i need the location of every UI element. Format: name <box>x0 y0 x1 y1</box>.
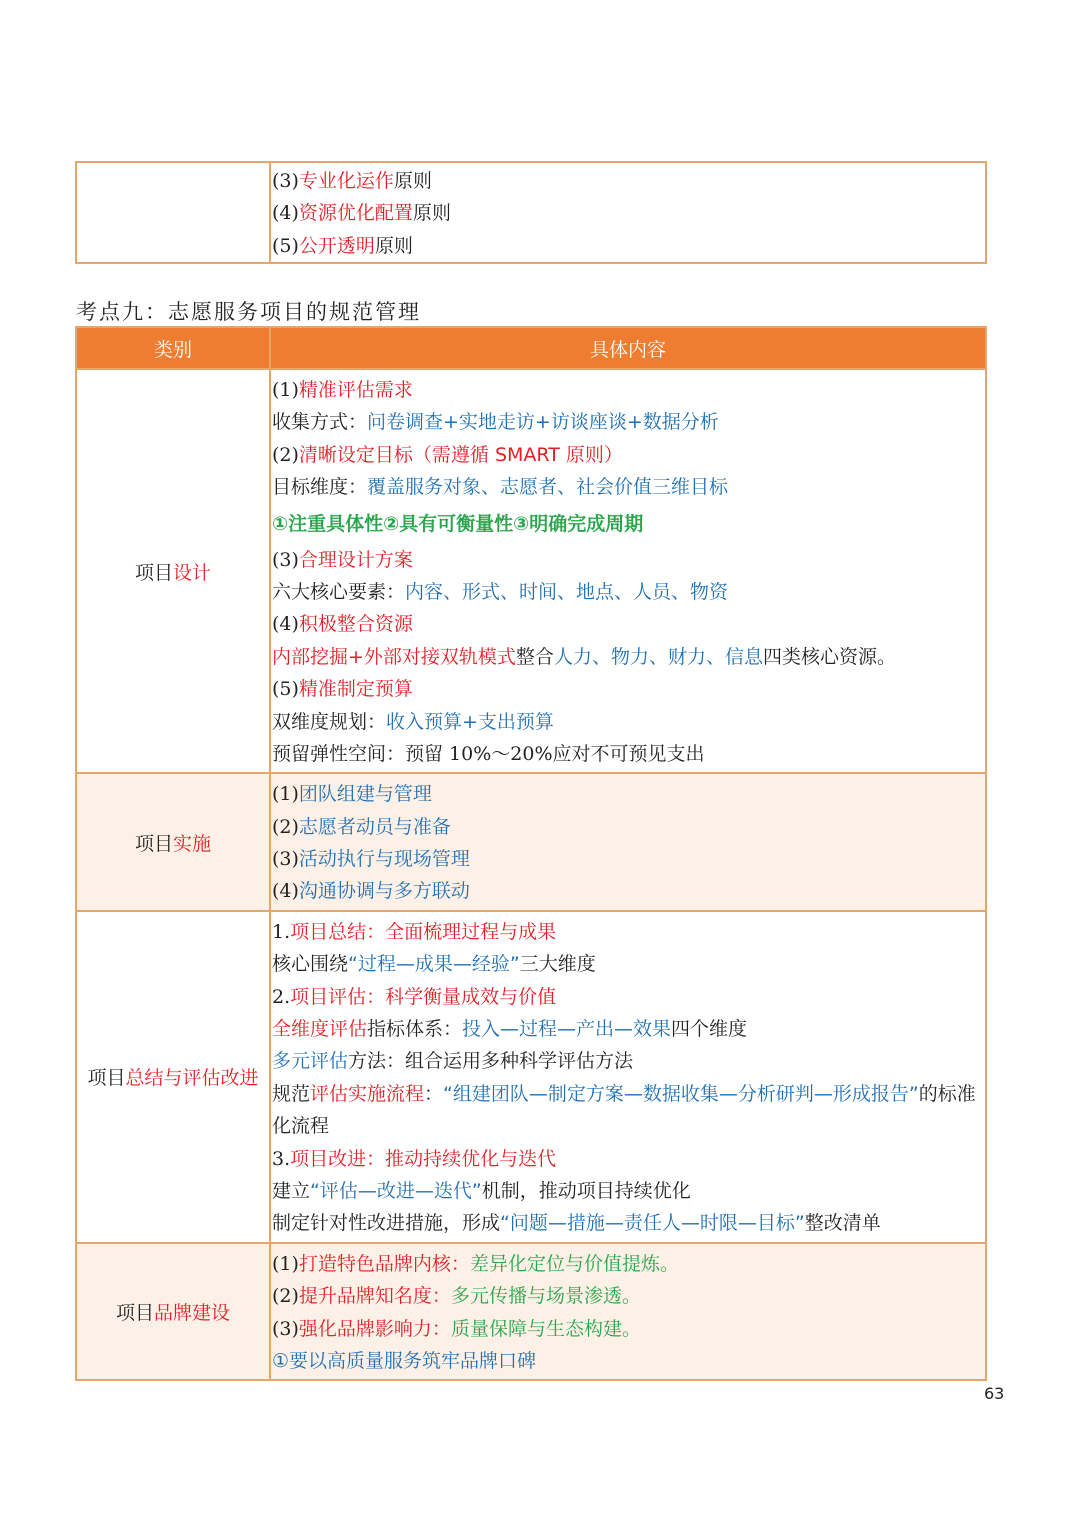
content-cell <box>270 773 986 911</box>
text-run: 团队组建与管理 <box>298 783 432 806</box>
content-cell <box>270 911 986 1243</box>
text-run: 内容、形式、时间、地点、人员、物资 <box>405 580 729 603</box>
category-text: 总结与评估改进 <box>125 1067 259 1090</box>
table-row <box>76 1243 986 1381</box>
text-run: 覆盖服务对象、志愿者、社会价值三维目标 <box>367 476 729 499</box>
content-line <box>271 576 985 608</box>
text-run: (1) <box>272 1252 299 1275</box>
text-run: 预留弹性空间：预留 10%～20%应对不可预见支出 <box>272 742 705 765</box>
text-run: 项目总结：全面梳理过程与成果 <box>290 920 557 943</box>
content-line <box>271 165 985 197</box>
content-line <box>271 1045 985 1077</box>
category-cell <box>76 773 270 911</box>
text-run: 全维度评估 <box>272 1018 368 1041</box>
text-run: 强化品牌影响力： <box>298 1317 451 1340</box>
text-run: (1) <box>272 379 299 401</box>
category-cell <box>76 369 270 773</box>
text-run: 1. <box>272 920 291 943</box>
text-run: 质量保障与生态构建。 <box>450 1317 641 1340</box>
text-run: 志愿者动员与准备 <box>298 815 451 838</box>
text-run: 收集方式： <box>272 411 368 434</box>
text-run: 3. <box>272 1147 291 1170</box>
text-run: 指标体系： <box>367 1018 463 1041</box>
text-run: (4) <box>272 202 299 225</box>
content-line <box>271 738 985 770</box>
top-continuation-table <box>75 161 987 264</box>
text-run: (1) <box>272 783 299 806</box>
text-run: 双维度规划： <box>272 710 387 733</box>
content-cell <box>270 1243 986 1381</box>
category-text: 项目 <box>115 1302 154 1325</box>
content-line <box>271 197 985 229</box>
header-category: 类别 <box>76 327 270 369</box>
content-line <box>271 875 985 907</box>
category-cell <box>76 911 270 1243</box>
content-line <box>271 1013 985 1045</box>
text-run: ①要以高质量服务筑牢品牌口碑 <box>272 1349 537 1372</box>
text-run: 六大核心要素： <box>272 580 406 603</box>
page-number: 63 <box>984 1384 1005 1403</box>
text-run: 内部挖掘+外部对接双轨模式 <box>272 645 516 668</box>
content-line <box>271 811 985 843</box>
text-run: “组建团队—制定方案—数据收集—分析研判—形成报告” <box>443 1082 919 1105</box>
content-line <box>271 916 985 948</box>
content-line <box>271 230 985 262</box>
text-run: 投入—过程—产出—效果 <box>462 1018 672 1041</box>
table-row <box>76 369 986 773</box>
text-run: 多元传播与场景渗透。 <box>450 1285 641 1308</box>
text-run: (4) <box>272 613 299 636</box>
category-text: 实施 <box>173 832 212 855</box>
text-run: 精准制定预算 <box>298 678 413 701</box>
text-run: 提升品牌知名度： <box>298 1285 451 1308</box>
text-run: 精准评估需求 <box>298 379 413 401</box>
text-run: 沟通协调与多方联动 <box>298 880 470 903</box>
text-run: (3) <box>272 1317 299 1340</box>
content-line <box>271 641 985 673</box>
text-run: 合理设计方案 <box>298 548 413 571</box>
text-run: 机制，推动项目持续优化 <box>481 1180 691 1203</box>
content-cell <box>270 369 986 773</box>
content-line <box>271 439 985 471</box>
content-cell <box>270 162 986 263</box>
text-run: 收入预算+支出预算 <box>386 710 554 733</box>
text-run: 建立 <box>272 1180 311 1203</box>
table-row <box>76 773 986 911</box>
text-run: ： <box>424 1082 444 1105</box>
text-run: 项目评估：科学衡量成效与价值 <box>290 985 557 1008</box>
text-run: 2. <box>272 985 291 1008</box>
text-run: (3) <box>272 170 299 192</box>
header-row <box>76 327 986 369</box>
text-run: 制定针对性改进措施，形成 <box>272 1212 501 1235</box>
content-line <box>271 1345 985 1377</box>
text-run: 的标准化流程 <box>272 1082 976 1138</box>
text-run: 公开透明 <box>298 234 375 257</box>
content-line <box>271 471 985 503</box>
text-run: 整改清单 <box>804 1212 881 1235</box>
content-line <box>271 608 985 640</box>
content-line <box>271 843 985 875</box>
text-run: 资源优化配置 <box>298 202 413 225</box>
category-cell-empty <box>76 162 270 263</box>
content-line <box>271 504 985 544</box>
text-run: 四类核心资源。 <box>762 645 896 668</box>
content-line <box>271 1207 985 1239</box>
content-line <box>271 1078 985 1143</box>
text-run: (3) <box>272 548 299 571</box>
text-run: 规范 <box>272 1082 311 1105</box>
text-run: 打造特色品牌内核： <box>298 1252 470 1275</box>
text-run: (5) <box>272 234 299 257</box>
text-run: 核心围绕 <box>272 953 349 976</box>
text-run: “问题—措施—责任人—时限—目标” <box>500 1212 805 1235</box>
content-line <box>271 1248 985 1280</box>
text-run: 活动执行与现场管理 <box>298 848 470 871</box>
text-run: 整合 <box>515 645 554 668</box>
table-row <box>76 911 986 1243</box>
text-run: 三大维度 <box>519 953 596 976</box>
text-run: (3) <box>272 848 299 871</box>
text-run: (4) <box>272 880 299 903</box>
text-run: 项目改进：推动持续优化与迭代 <box>290 1147 557 1170</box>
text-run: 问卷调查+实地走访+访谈座谈+数据分析 <box>367 411 719 434</box>
text-run: 人力、物力、财力、信息 <box>553 645 763 668</box>
text-run: ①注重具体性②具有可衡量性③明确完成周期 <box>272 512 644 535</box>
management-table <box>75 326 987 1381</box>
content-line <box>271 1143 985 1175</box>
text-run: (2) <box>272 815 299 838</box>
text-run: 原则 <box>412 202 451 225</box>
content-line <box>271 374 985 406</box>
text-run: 方法：组合运用多种科学评估方法 <box>348 1050 634 1073</box>
text-run: 原则 <box>374 234 413 257</box>
content-line <box>271 406 985 438</box>
text-run: 差异化定位与价值提炼。 <box>469 1252 679 1275</box>
category-cell <box>76 1243 270 1381</box>
content-line <box>271 544 985 576</box>
table-row <box>76 162 986 263</box>
content-line <box>271 778 985 810</box>
text-run: (2) <box>272 1285 299 1308</box>
content-line <box>271 1313 985 1345</box>
text-run: “过程—成果—经验” <box>348 953 520 976</box>
category-text: 项目 <box>87 1067 126 1090</box>
text-run: 评估实施流程 <box>310 1082 425 1105</box>
content-line <box>271 1280 985 1312</box>
text-run: 积极整合资源 <box>298 613 413 636</box>
content-line <box>271 981 985 1013</box>
content-line <box>271 948 985 980</box>
text-run: 多元评估 <box>272 1050 349 1073</box>
content-line <box>271 1175 985 1207</box>
text-run: 专业化运作 <box>298 170 394 192</box>
header-content: 具体内容 <box>270 327 986 369</box>
category-text: 项目 <box>134 832 173 855</box>
text-run: 原则 <box>393 170 432 192</box>
text-run: 目标维度： <box>272 476 368 499</box>
text-run: (5) <box>272 678 299 701</box>
text-run: 四个维度 <box>671 1018 748 1041</box>
section-title: 考点九：志愿服务项目的规范管理 <box>76 300 421 324</box>
content-line <box>271 706 985 738</box>
text-run: “评估—改进—迭代” <box>310 1180 482 1203</box>
category-text: 品牌建设 <box>154 1302 231 1325</box>
content-line <box>271 673 985 705</box>
text-run: (2) <box>272 443 299 466</box>
category-text: 项目 <box>134 561 173 584</box>
category-text: 设计 <box>173 561 212 584</box>
text-run: 清晰设定目标（需遵循 SMART 原则） <box>298 443 623 466</box>
